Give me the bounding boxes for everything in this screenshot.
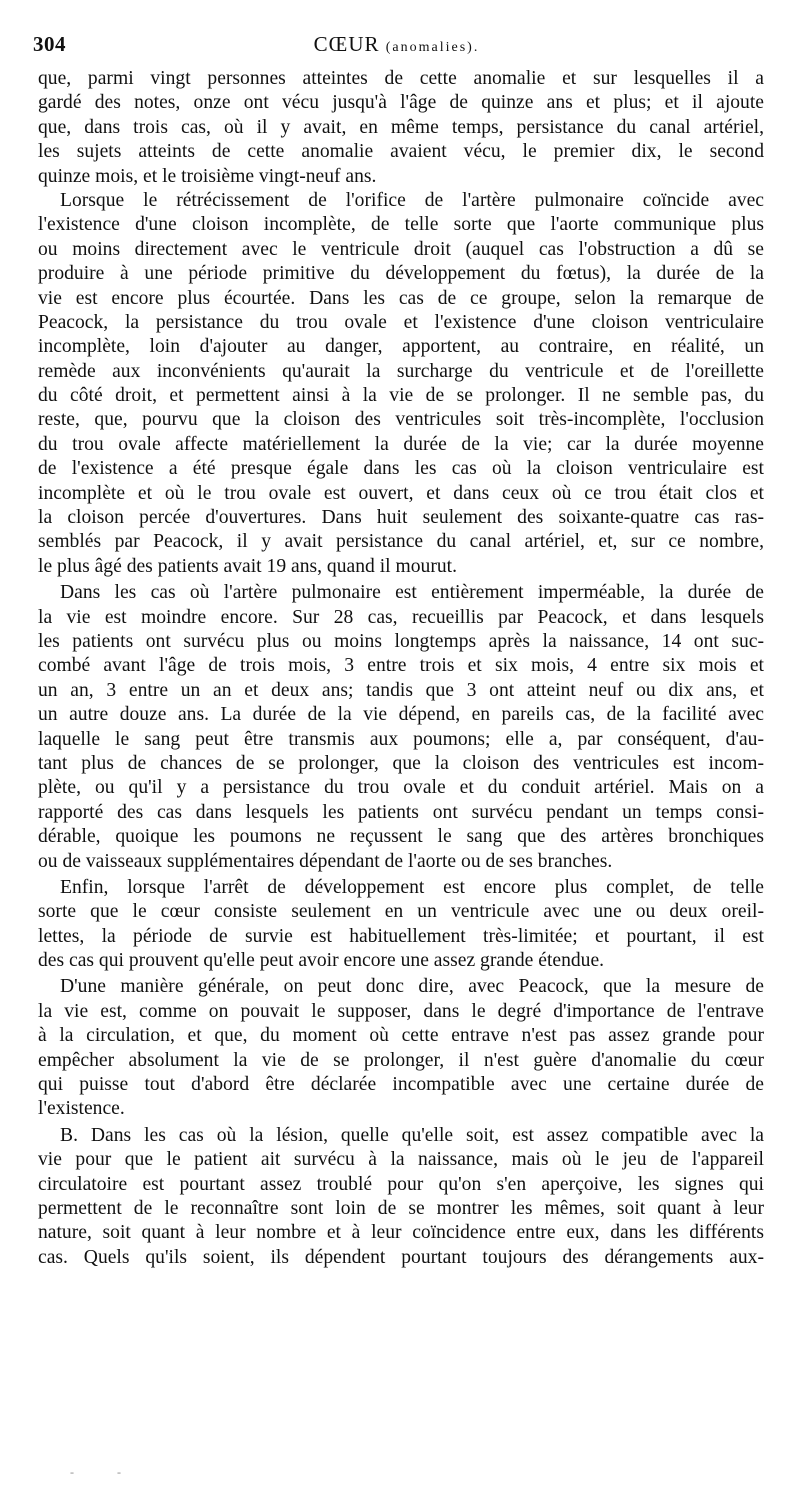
text-line: l'existence d'une cloison incomplète, de telle sorte que l'aorte communique plus <box>38 214 764 236</box>
text-line: D'une manière générale, on peut donc dire, avec Peacock, que la mesure de <box>60 976 764 998</box>
running-title <box>33 32 760 57</box>
text-line: sorte que le cœur consiste seulement en un ventricule avec une ou deux oreil- <box>38 901 764 923</box>
text-line: la vie est moindre encore. Sur 28 cas, recueillis par Peacock, et dans lesquels <box>38 606 764 628</box>
text-line: un an, 3 entre un an et deux ans; tandis que 3 ont atteint neuf ou dix ans, et <box>38 679 764 701</box>
text-line: la cloison percée d'ouvertures. Dans huit seulement des soixante-quatre cas ras- <box>38 507 764 529</box>
text-line: les patients ont survécu plus ou moins longtemps après la naissance, 14 ont suc- <box>38 630 764 652</box>
text-line: rapporté des cas dans lesquels les patients ont survécu pendant un temps consi- <box>38 801 764 823</box>
footer-marks: - - <box>70 1465 141 1479</box>
running-title-main: CŒUR <box>313 32 380 56</box>
text-line: de l'existence a été presque égale dans les cas où la cloison ventriculaire est <box>38 458 764 480</box>
text-line: du trou ovale affecte matériellement la durée de la vie; car la durée moyenne <box>38 433 764 455</box>
text-line: à la circulation, et que, du moment où cette entrave n'est pas assez grande pour <box>38 1025 764 1047</box>
text-line: produire à une période primitive du développement du fœtus), la durée de la <box>38 263 764 285</box>
text-line: Peacock, la persistance du trou ovale et l'existence d'une cloison ventriculaire <box>38 311 764 333</box>
text-line: le plus âgé des patients avait 19 ans, quand il mourut. <box>38 555 457 577</box>
text-line: permettent de le reconnaître sont loin de se montrer les mêmes, soit quant à leur <box>38 1197 764 1219</box>
text-line: que, parmi vingt personnes atteintes de cette anomalie et sur lesquelles il a <box>38 68 764 89</box>
text-line: nature, soit quant à leur nombre et à leur coïncidence entre eux, dans les différents <box>38 1222 764 1244</box>
text-line: du côté droit, et permettent ainsi à la vie de se prolonger. Il ne semble pas, du <box>38 385 764 407</box>
text-line: qui puisse tout d'abord être déclarée incompatible avec une certaine durée de <box>38 1074 764 1096</box>
text-line: vie pour que le patient ait survécu à la naissance, mais où le jeu de l'appareil <box>38 1149 764 1171</box>
text-line: reste, que, pourvu que la cloison des ventricules soit très-incomplète, l'occlusion <box>38 409 764 431</box>
text-line: plète, ou qu'il y a persistance du trou ovale et du conduit artériel. Mais on a <box>38 777 764 799</box>
text-line: semblés par Peacock, il y avait persistance du canal artériel, et, sur ce nombre, <box>38 531 764 553</box>
text-line: lettes, la période de survie est habituellement très-limitée; et pourtant, il est <box>38 925 764 947</box>
text-line: ou moins directement avec le ventricule droit (auquel cas l'obstruction a dû se <box>38 238 764 260</box>
text-line: laquelle le sang peut être transmis aux poumons; elle a, par conséquent, d'au- <box>38 728 764 750</box>
text-line: tant plus de chances de se prolonger, que la cloison des ventricules est incom- <box>38 752 764 774</box>
text-line: dérable, quoique les poumons ne reçussent le sang que des artères bronchiques <box>38 826 764 848</box>
text-line: un autre douze ans. La durée de la vie dépend, en pareils cas, de la facilité avec <box>38 704 764 726</box>
text-line: incomplète, loin d'ajouter au danger, apportent, au contraire, en réalité, un <box>38 336 764 358</box>
text-line: Enfin, lorsque l'arrêt de développement est encore plus complet, de telle <box>60 876 764 898</box>
text-line: gardé des notes, onze ont vécu jusqu'à l'âge de quinze ans et plus; et il ajoute <box>38 92 764 114</box>
text-line: vie est encore plus écourtée. Dans les cas de ce groupe, selon la remarque de <box>38 287 764 309</box>
text-line: combé avant l'âge de trois mois, 3 entre trois et six mois, 4 entre six mois et <box>38 655 764 677</box>
text-line: empêcher absolument la vie de se prolonger, il n'est guère d'anomalie du cœur <box>38 1049 764 1071</box>
text-line: remède aux inconvénients qu'aurait la surcharge du ventricule et de l'oreillette <box>38 360 764 382</box>
text-line: circulatoire est pourtant assez troublé pour qu'on s'en aperçoive, les signes qui <box>38 1173 764 1195</box>
text-line: l'existence. <box>38 1098 125 1120</box>
page-number: 304 <box>33 32 66 56</box>
text-line: B. Dans les cas où la lésion, quelle qu'elle soit, est assez compatible avec la <box>60 1124 764 1146</box>
text-line: des cas qui prouvent qu'elle peut avoir encore une assez grande étendue. <box>38 950 605 972</box>
body-text <box>38 67 764 1270</box>
text-line: incomplète et où le trou ovale est ouvert, et dans ceux où ce trou était clos et <box>38 482 764 504</box>
text-line: Dans les cas où l'artère pulmonaire est entièrement imperméable, la durée de <box>60 582 764 604</box>
text-line: quinze mois, et le troisième vingt-neuf ans. <box>38 165 377 187</box>
text-line: ou de vaisseaux supplémentaires dépendant de l'aorte ou de ses branches. <box>38 850 613 872</box>
text-line: les sujets atteints de cette anomalie avaient vécu, le premier dix, le second <box>38 141 764 163</box>
text-line: que, dans trois cas, où il y avait, en même temps, persistance du canal artériel, <box>38 116 764 138</box>
text-line: cas. Quels qu'ils soient, ils dépendent pourtant toujours des dérangements aux- <box>38 1246 764 1268</box>
page-header <box>33 32 760 60</box>
text-line: la vie est, comme on pouvait le supposer, dans le degré d'importance de l'entrave <box>38 1000 764 1022</box>
text-line: Lorsque le rétrécissement de l'orifice de l'artère pulmonaire coïncide avec <box>60 189 764 211</box>
running-title-subtitle: (anomalies). <box>385 40 480 55</box>
